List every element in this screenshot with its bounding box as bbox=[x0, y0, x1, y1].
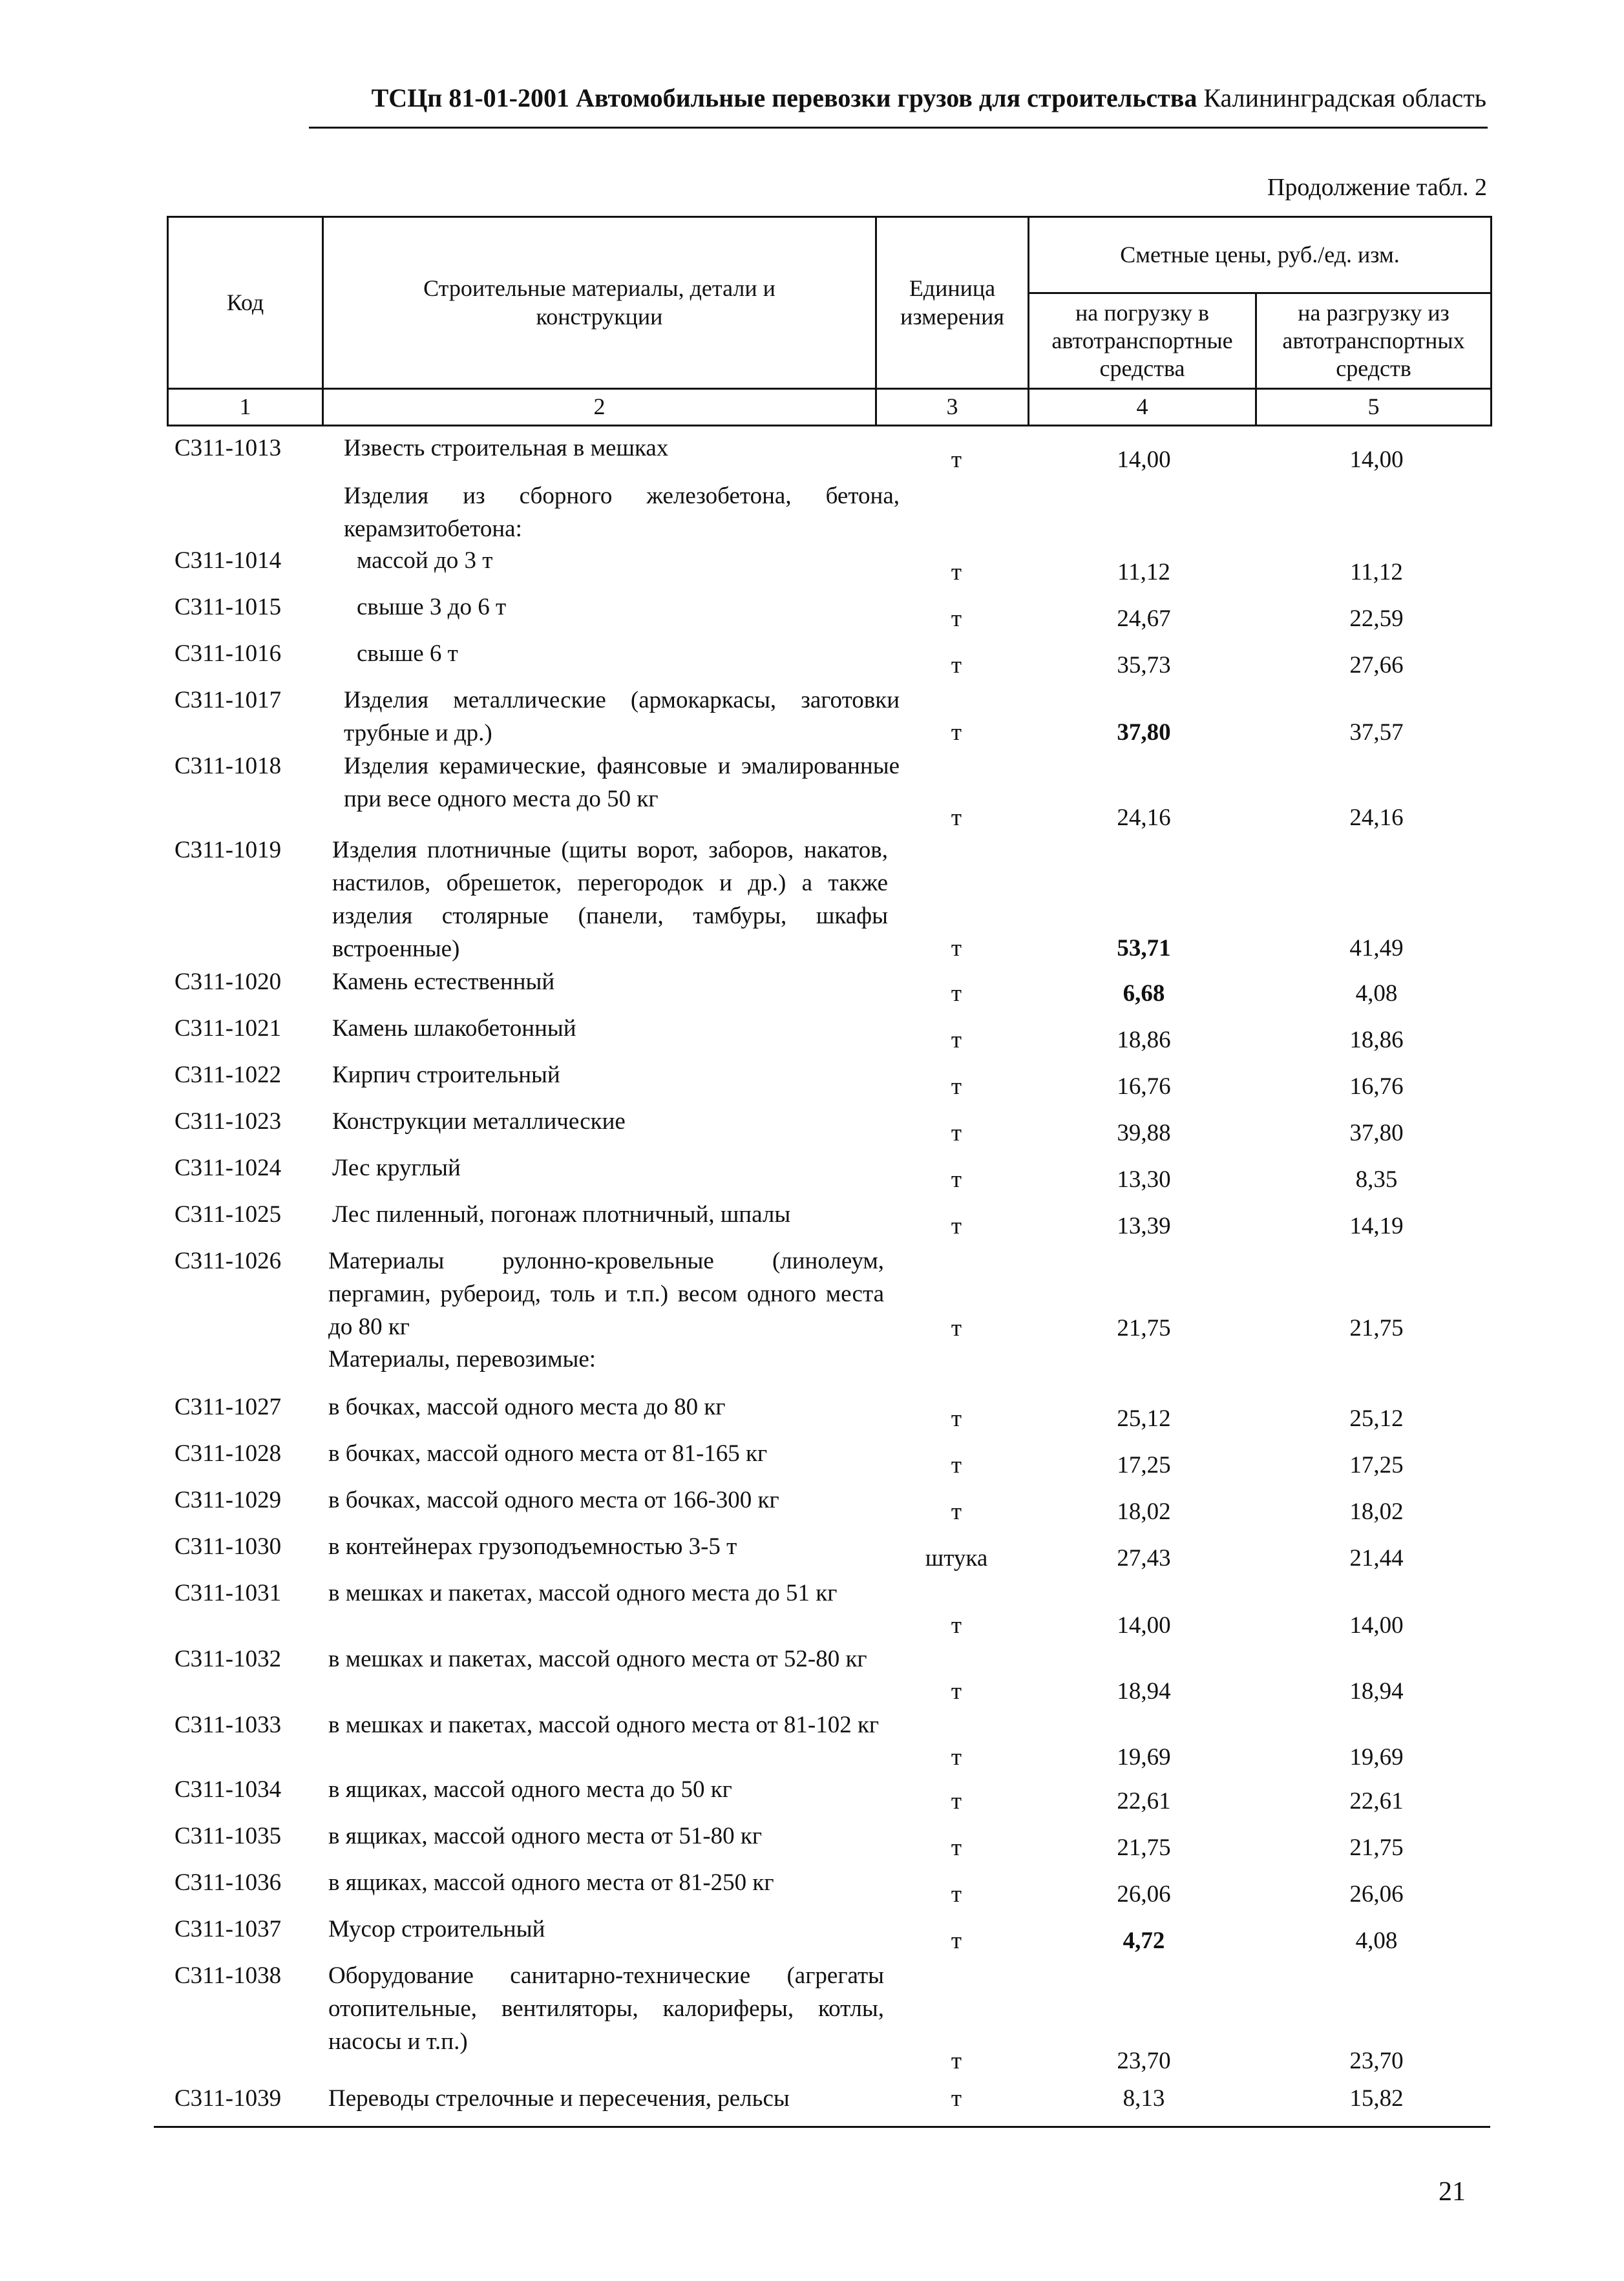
row-name: в мешках и пакетах, массой одного места до 51 кг bbox=[328, 1580, 838, 1606]
row-name: в контейнерах грузоподъемностью 3-5 т bbox=[328, 1533, 737, 1560]
row-unit: т bbox=[951, 559, 962, 585]
row-unloading: 37,57 bbox=[1349, 719, 1404, 746]
row-unloading: 27,66 bbox=[1349, 652, 1404, 678]
row-code: С311-1033 bbox=[174, 1712, 282, 1738]
row-name: Изделия из сборного железобетона, бетона, керамзитобетона: bbox=[344, 483, 900, 542]
row-loading: 27,43 bbox=[1117, 1545, 1171, 1571]
row-unit: т bbox=[951, 719, 962, 746]
row-unloading: 18,86 bbox=[1349, 1027, 1404, 1053]
row-code: С311-1036 bbox=[174, 1869, 282, 1896]
row-name: Изделия керамические, фаянсовые и эмалированные при весе одного места до 50 кг bbox=[344, 753, 900, 812]
row-name: в мешках и пакетах, массой одного места от 52-80 кг bbox=[328, 1646, 867, 1672]
row-loading: 18,94 bbox=[1117, 1678, 1171, 1705]
row-loading: 21,75 bbox=[1117, 1834, 1171, 1861]
row-unloading: 14,19 bbox=[1349, 1213, 1404, 1239]
row-name: в мешках и пакетах, массой одного места от 81-102 кг bbox=[328, 1712, 880, 1738]
row-loading: 24,67 bbox=[1117, 605, 1171, 632]
row-code: С311-1015 bbox=[174, 594, 282, 620]
row-name: Известь строительная в мешках bbox=[344, 435, 669, 461]
row-loading: 37,80 bbox=[1117, 719, 1171, 746]
header-unit: Единица измерения bbox=[876, 217, 1029, 389]
row-unloading: 41,49 bbox=[1349, 935, 1404, 962]
row-name: в ящиках, массой одного места от 51-80 кг bbox=[328, 1823, 763, 1849]
row-name: Лес пиленный, погонаж плотничный, шпалы bbox=[332, 1201, 791, 1228]
row-unloading: 4,08 bbox=[1355, 980, 1398, 1007]
col-number-1: 1 bbox=[168, 389, 323, 426]
row-code: С311-1034 bbox=[174, 1776, 282, 1803]
row-unit: т bbox=[951, 652, 962, 678]
row-unit: т bbox=[951, 1405, 962, 1432]
row-unit: т bbox=[951, 1928, 962, 1954]
row-loading: 39,88 bbox=[1117, 1120, 1171, 1146]
row-name: Переводы стрелочные и пересечения, рельсы bbox=[328, 2085, 790, 2112]
table-continuation-label: Продолжение табл. 2 bbox=[1267, 174, 1487, 201]
row-name: Конструкции металлические bbox=[332, 1108, 626, 1135]
row-unit: т bbox=[951, 447, 962, 473]
row-unit: т bbox=[951, 1744, 962, 1771]
row-loading: 26,06 bbox=[1117, 1881, 1171, 1908]
row-code: С311-1026 bbox=[174, 1248, 282, 1274]
row-unit: т bbox=[951, 1315, 962, 1341]
row-code: С311-1019 bbox=[174, 837, 282, 863]
row-unloading: 15,82 bbox=[1349, 2085, 1404, 2112]
row-loading: 23,70 bbox=[1117, 2048, 1171, 2074]
header-unloading: на разгрузку из автотранспортных средств bbox=[1256, 293, 1492, 389]
row-code: С311-1020 bbox=[174, 969, 282, 995]
row-code: С311-1013 bbox=[174, 435, 282, 461]
header-code: Код bbox=[168, 217, 323, 389]
row-unloading: 17,25 bbox=[1349, 1452, 1404, 1478]
row-unit: штука bbox=[925, 1545, 988, 1571]
row-loading: 17,25 bbox=[1117, 1452, 1171, 1478]
row-name: массой до 3 т bbox=[357, 547, 493, 574]
row-code: С311-1025 bbox=[174, 1201, 282, 1228]
row-unloading: 25,12 bbox=[1349, 1405, 1404, 1432]
row-unloading: 4,08 bbox=[1355, 1928, 1398, 1954]
row-unit: т bbox=[951, 1881, 962, 1908]
row-code: С311-1038 bbox=[174, 1962, 282, 1989]
row-unloading: 22,61 bbox=[1349, 1788, 1404, 1814]
row-name: Лес круглый bbox=[332, 1155, 461, 1181]
row-unloading: 14,00 bbox=[1349, 447, 1404, 473]
row-unit: т bbox=[951, 1788, 962, 1814]
col-number-5: 5 bbox=[1256, 389, 1492, 426]
row-loading: 53,71 bbox=[1117, 935, 1171, 962]
row-name: Кирпич строительный bbox=[332, 1062, 560, 1088]
row-unloading: 23,70 bbox=[1349, 2048, 1404, 2074]
row-unloading: 26,06 bbox=[1349, 1881, 1404, 1908]
row-loading: 8,13 bbox=[1123, 2085, 1165, 2112]
row-name: свыше 6 т bbox=[357, 640, 458, 667]
col-number-2: 2 bbox=[323, 389, 876, 426]
row-unit: т bbox=[951, 1027, 962, 1053]
row-loading: 4,72 bbox=[1123, 1928, 1165, 1954]
header-materials: Строительные материалы, детали и конструкции bbox=[323, 217, 876, 389]
header-region: Калининградская область bbox=[1197, 83, 1486, 112]
table-bottom-rule bbox=[154, 2126, 1490, 2128]
row-code: С311-1016 bbox=[174, 640, 282, 667]
row-loading: 22,61 bbox=[1117, 1788, 1171, 1814]
col-number-4: 4 bbox=[1029, 389, 1256, 426]
row-loading: 24,16 bbox=[1117, 804, 1171, 831]
row-unit: т bbox=[951, 935, 962, 962]
row-name: в бочках, массой одного места от 81-165 кг bbox=[328, 1440, 768, 1467]
row-code: С311-1032 bbox=[174, 1646, 282, 1672]
row-name: Оборудование санитарно-технические (агрегаты отопительные, вентиляторы, калориферы, котлы, насосы и т.п.) bbox=[328, 1962, 884, 2055]
row-name: Материалы рулонно-кровельные (линолеум, пергамин, рубероид, толь и т.п.) весом одного места до 80 кг bbox=[328, 1248, 884, 1340]
row-unit: т bbox=[951, 804, 962, 831]
row-code: С311-1018 bbox=[174, 753, 282, 779]
row-name: Камень шлакобетонный bbox=[332, 1015, 576, 1042]
row-name: свыше 3 до 6 т bbox=[357, 594, 507, 620]
row-unit: т bbox=[951, 1213, 962, 1239]
row-unit: т bbox=[951, 1612, 962, 1639]
page-number: 21 bbox=[1439, 2177, 1466, 2207]
row-unloading: 16,76 bbox=[1349, 1073, 1404, 1100]
row-unit: т bbox=[951, 980, 962, 1007]
row-loading: 25,12 bbox=[1117, 1405, 1171, 1432]
row-name: в бочках, массой одного места до 80 кг bbox=[328, 1394, 726, 1420]
row-code: С311-1022 bbox=[174, 1062, 282, 1088]
row-name: Камень естественный bbox=[332, 969, 555, 995]
row-code: С311-1031 bbox=[174, 1580, 282, 1606]
row-loading: 14,00 bbox=[1117, 1612, 1171, 1639]
row-code: С311-1024 bbox=[174, 1155, 282, 1181]
row-name: Мусор строительный bbox=[328, 1916, 545, 1942]
row-loading: 16,76 bbox=[1117, 1073, 1171, 1100]
row-loading: 14,00 bbox=[1117, 447, 1171, 473]
row-unit: т bbox=[951, 1120, 962, 1146]
row-name: в ящиках, массой одного места до 50 кг bbox=[328, 1776, 732, 1803]
row-unit: т bbox=[951, 1834, 962, 1861]
row-name: Изделия металлические (армокаркасы, заготовки трубные и др.) bbox=[344, 687, 900, 746]
row-unloading: 19,69 bbox=[1349, 1744, 1404, 1771]
row-unloading: 24,16 bbox=[1349, 804, 1404, 831]
row-unit: т bbox=[951, 1166, 962, 1193]
row-loading: 21,75 bbox=[1117, 1315, 1171, 1341]
row-unloading: 14,00 bbox=[1349, 1612, 1404, 1639]
row-name: в ящиках, массой одного места от 81-250 кг bbox=[328, 1869, 774, 1896]
row-loading: 35,73 bbox=[1117, 652, 1171, 678]
row-code: С311-1029 bbox=[174, 1487, 282, 1513]
row-unit: т bbox=[951, 1073, 962, 1100]
row-unloading: 11,12 bbox=[1350, 559, 1403, 585]
row-loading: 18,02 bbox=[1117, 1498, 1171, 1525]
row-code: С311-1023 bbox=[174, 1108, 282, 1135]
row-loading: 13,30 bbox=[1117, 1166, 1171, 1193]
row-unloading: 21,75 bbox=[1349, 1834, 1404, 1861]
row-code: С311-1014 bbox=[174, 547, 282, 574]
col-number-3: 3 bbox=[876, 389, 1029, 426]
row-unloading: 22,59 bbox=[1349, 605, 1404, 632]
row-unit: т bbox=[951, 2048, 962, 2074]
row-unit: т bbox=[951, 605, 962, 632]
row-unit: т bbox=[951, 1678, 962, 1705]
row-code: С311-1039 bbox=[174, 2085, 282, 2112]
row-unloading: 21,75 bbox=[1349, 1315, 1404, 1341]
row-loading: 13,39 bbox=[1117, 1213, 1171, 1239]
row-unloading: 18,02 bbox=[1349, 1498, 1404, 1525]
row-unit: т bbox=[951, 1498, 962, 1525]
row-unloading: 18,94 bbox=[1349, 1678, 1404, 1705]
row-loading: 6,68 bbox=[1123, 980, 1165, 1007]
row-loading: 11,12 bbox=[1117, 559, 1170, 585]
row-name: Изделия плотничные (щиты ворот, заборов, накатов, настилов, обрешеток, перегородок и др.) а также изделия столярные (панели, тамбуры, шкафы встроенные) bbox=[332, 837, 888, 962]
header-loading: на погрузку в автотранспортные средства bbox=[1029, 293, 1256, 389]
row-code: С311-1017 bbox=[174, 687, 282, 713]
row-code: С311-1027 bbox=[174, 1394, 282, 1420]
row-code: С311-1021 bbox=[174, 1015, 282, 1042]
row-unloading: 21,44 bbox=[1349, 1545, 1404, 1571]
row-unloading: 8,35 bbox=[1355, 1166, 1398, 1193]
row-code: С311-1035 bbox=[174, 1823, 282, 1849]
row-unloading: 37,80 bbox=[1349, 1120, 1404, 1146]
row-loading: 19,69 bbox=[1117, 1744, 1171, 1771]
row-loading: 18,86 bbox=[1117, 1027, 1171, 1053]
header-title: ТСЦп 81-01-2001 Автомобильные перевозки грузов для строительства bbox=[371, 83, 1197, 112]
row-code: С311-1030 bbox=[174, 1533, 282, 1560]
header-prices: Сметные цены, руб./ед. изм. bbox=[1029, 217, 1492, 293]
row-unit: т bbox=[951, 1452, 962, 1478]
row-code: С311-1028 bbox=[174, 1440, 282, 1467]
row-name: Материалы, перевозимые: bbox=[328, 1346, 596, 1372]
row-unit: т bbox=[951, 2085, 962, 2112]
row-code: С311-1037 bbox=[174, 1916, 282, 1942]
row-name: в бочках, массой одного места от 166-300 кг bbox=[328, 1487, 779, 1513]
